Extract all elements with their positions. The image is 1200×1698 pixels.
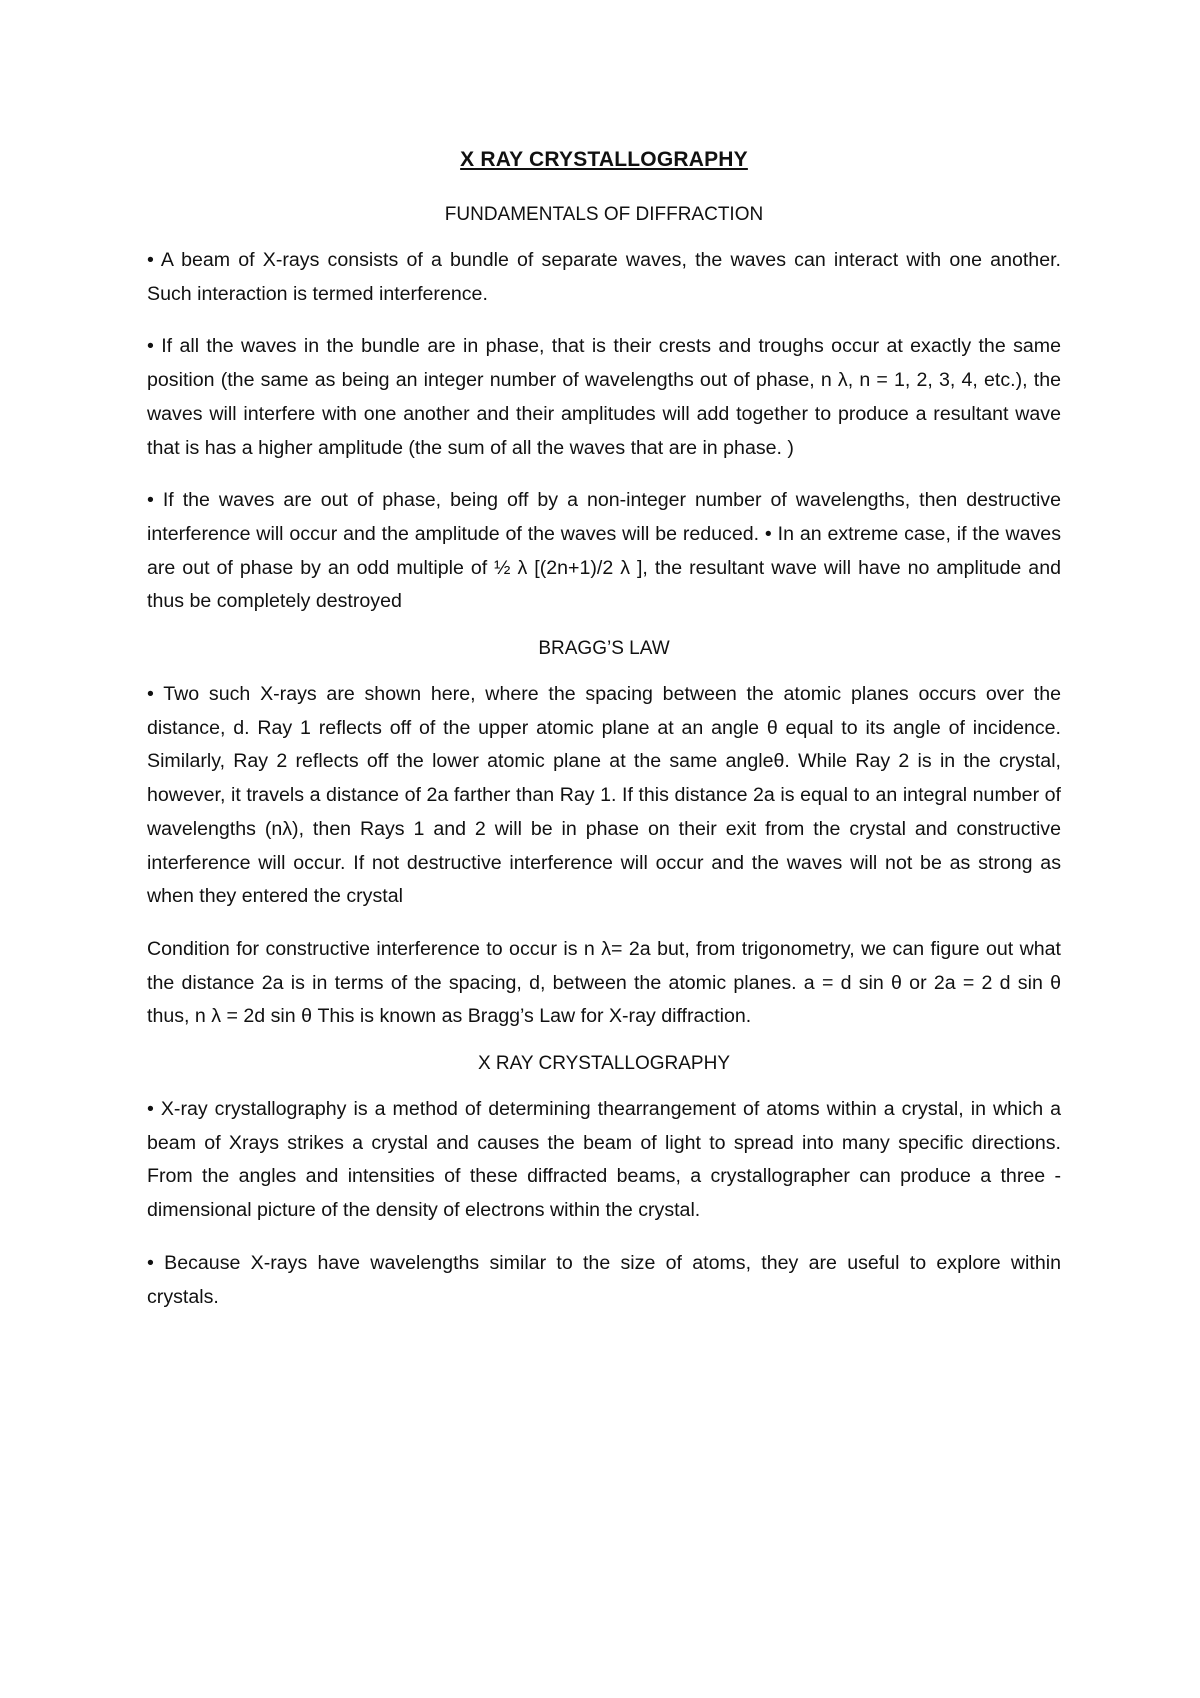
paragraph: • Two such X-rays are shown here, where the spacing between the atomic planes occurs over the distance, d. Ray 1 reflects off of the upper atomic plane at an angle θ equal to its angle of incidence. Similarly, Ray 2 reflects off the lower atomic plane at the same angleθ. While Ray 2 is in the crystal, however, it travels a distance of 2a farther than Ray 1. If this distance 2a is equal to an integral number of wavelengths (nλ), then Rays 1 and 2 will be in phase on their exit from the crystal and constructive interference will occur. If not destructive interference will occur and the waves will not be as strong as when they entered the crystal: [147, 683, 1061, 908]
section-x-ray-crystallography: [147, 1053, 1061, 1314]
document-title: X RAY CRYSTALLOGRAPHY: [460, 148, 748, 171]
document-page: [147, 148, 1061, 1333]
section-heading: BRAGG’S LAW: [538, 638, 670, 660]
section-fundamentals-of-diffraction: [147, 204, 1061, 619]
paragraph: • Because X-rays have wavelengths similar to the size of atoms, they are useful to explore within crystals.: [147, 1251, 1061, 1308]
paragraph: • If all the waves in the bundle are in phase, that is their crests and troughs occur at exactly the same position (the same as being an integer number of wavelengths out of phase, n λ, n = 1, 2, 3, 4, etc.), the waves will interfere with one another and their amplitudes will add together to produce a resultant wave that is has a higher amplitude (the sum of all the waves that are in phase. ): [147, 335, 1061, 459]
paragraph: Condition for constructive interference to occur is n λ= 2a but, from trigonometry, we can figure out what the distance 2a is in terms of the spacing, d, between the atomic planes. a = d sin θ or 2a = 2 d sin θ thus, n λ = 2d sin θ This is known as Bragg’s Law for X-ray diffraction.: [147, 937, 1061, 1028]
paragraph: • A beam of X-rays consists of a bundle of separate waves, the waves can interact with one another. Such interaction is termed interference.: [147, 249, 1061, 305]
section-heading: FUNDAMENTALS OF DIFFRACTION: [444, 204, 764, 225]
paragraph: • If the waves are out of phase, being off by a non-integer number of wavelengths, then destructive interference will occur and the amplitude of the waves will be reduced. • In an extreme case, if the waves are out of phase by an odd multiple of ½ λ [(2n+1)/2 λ ], the resultant wave will have no amplitude and thus be completely destroyed: [147, 489, 1061, 613]
section-braggs-law: [147, 638, 1061, 1034]
section-heading: X RAY CRYSTALLOGRAPHY: [477, 1053, 730, 1075]
paragraph: • X-ray crystallography is a method of determining thearrangement of atoms within a crystal, in which a beam of Xrays strikes a crystal and causes the beam of light to spread into many specific directions. From the angles and intensities of these diffracted beams, a crystallographer can produce a three - dimensional picture of the density of electrons within the crystal.: [147, 1098, 1061, 1222]
